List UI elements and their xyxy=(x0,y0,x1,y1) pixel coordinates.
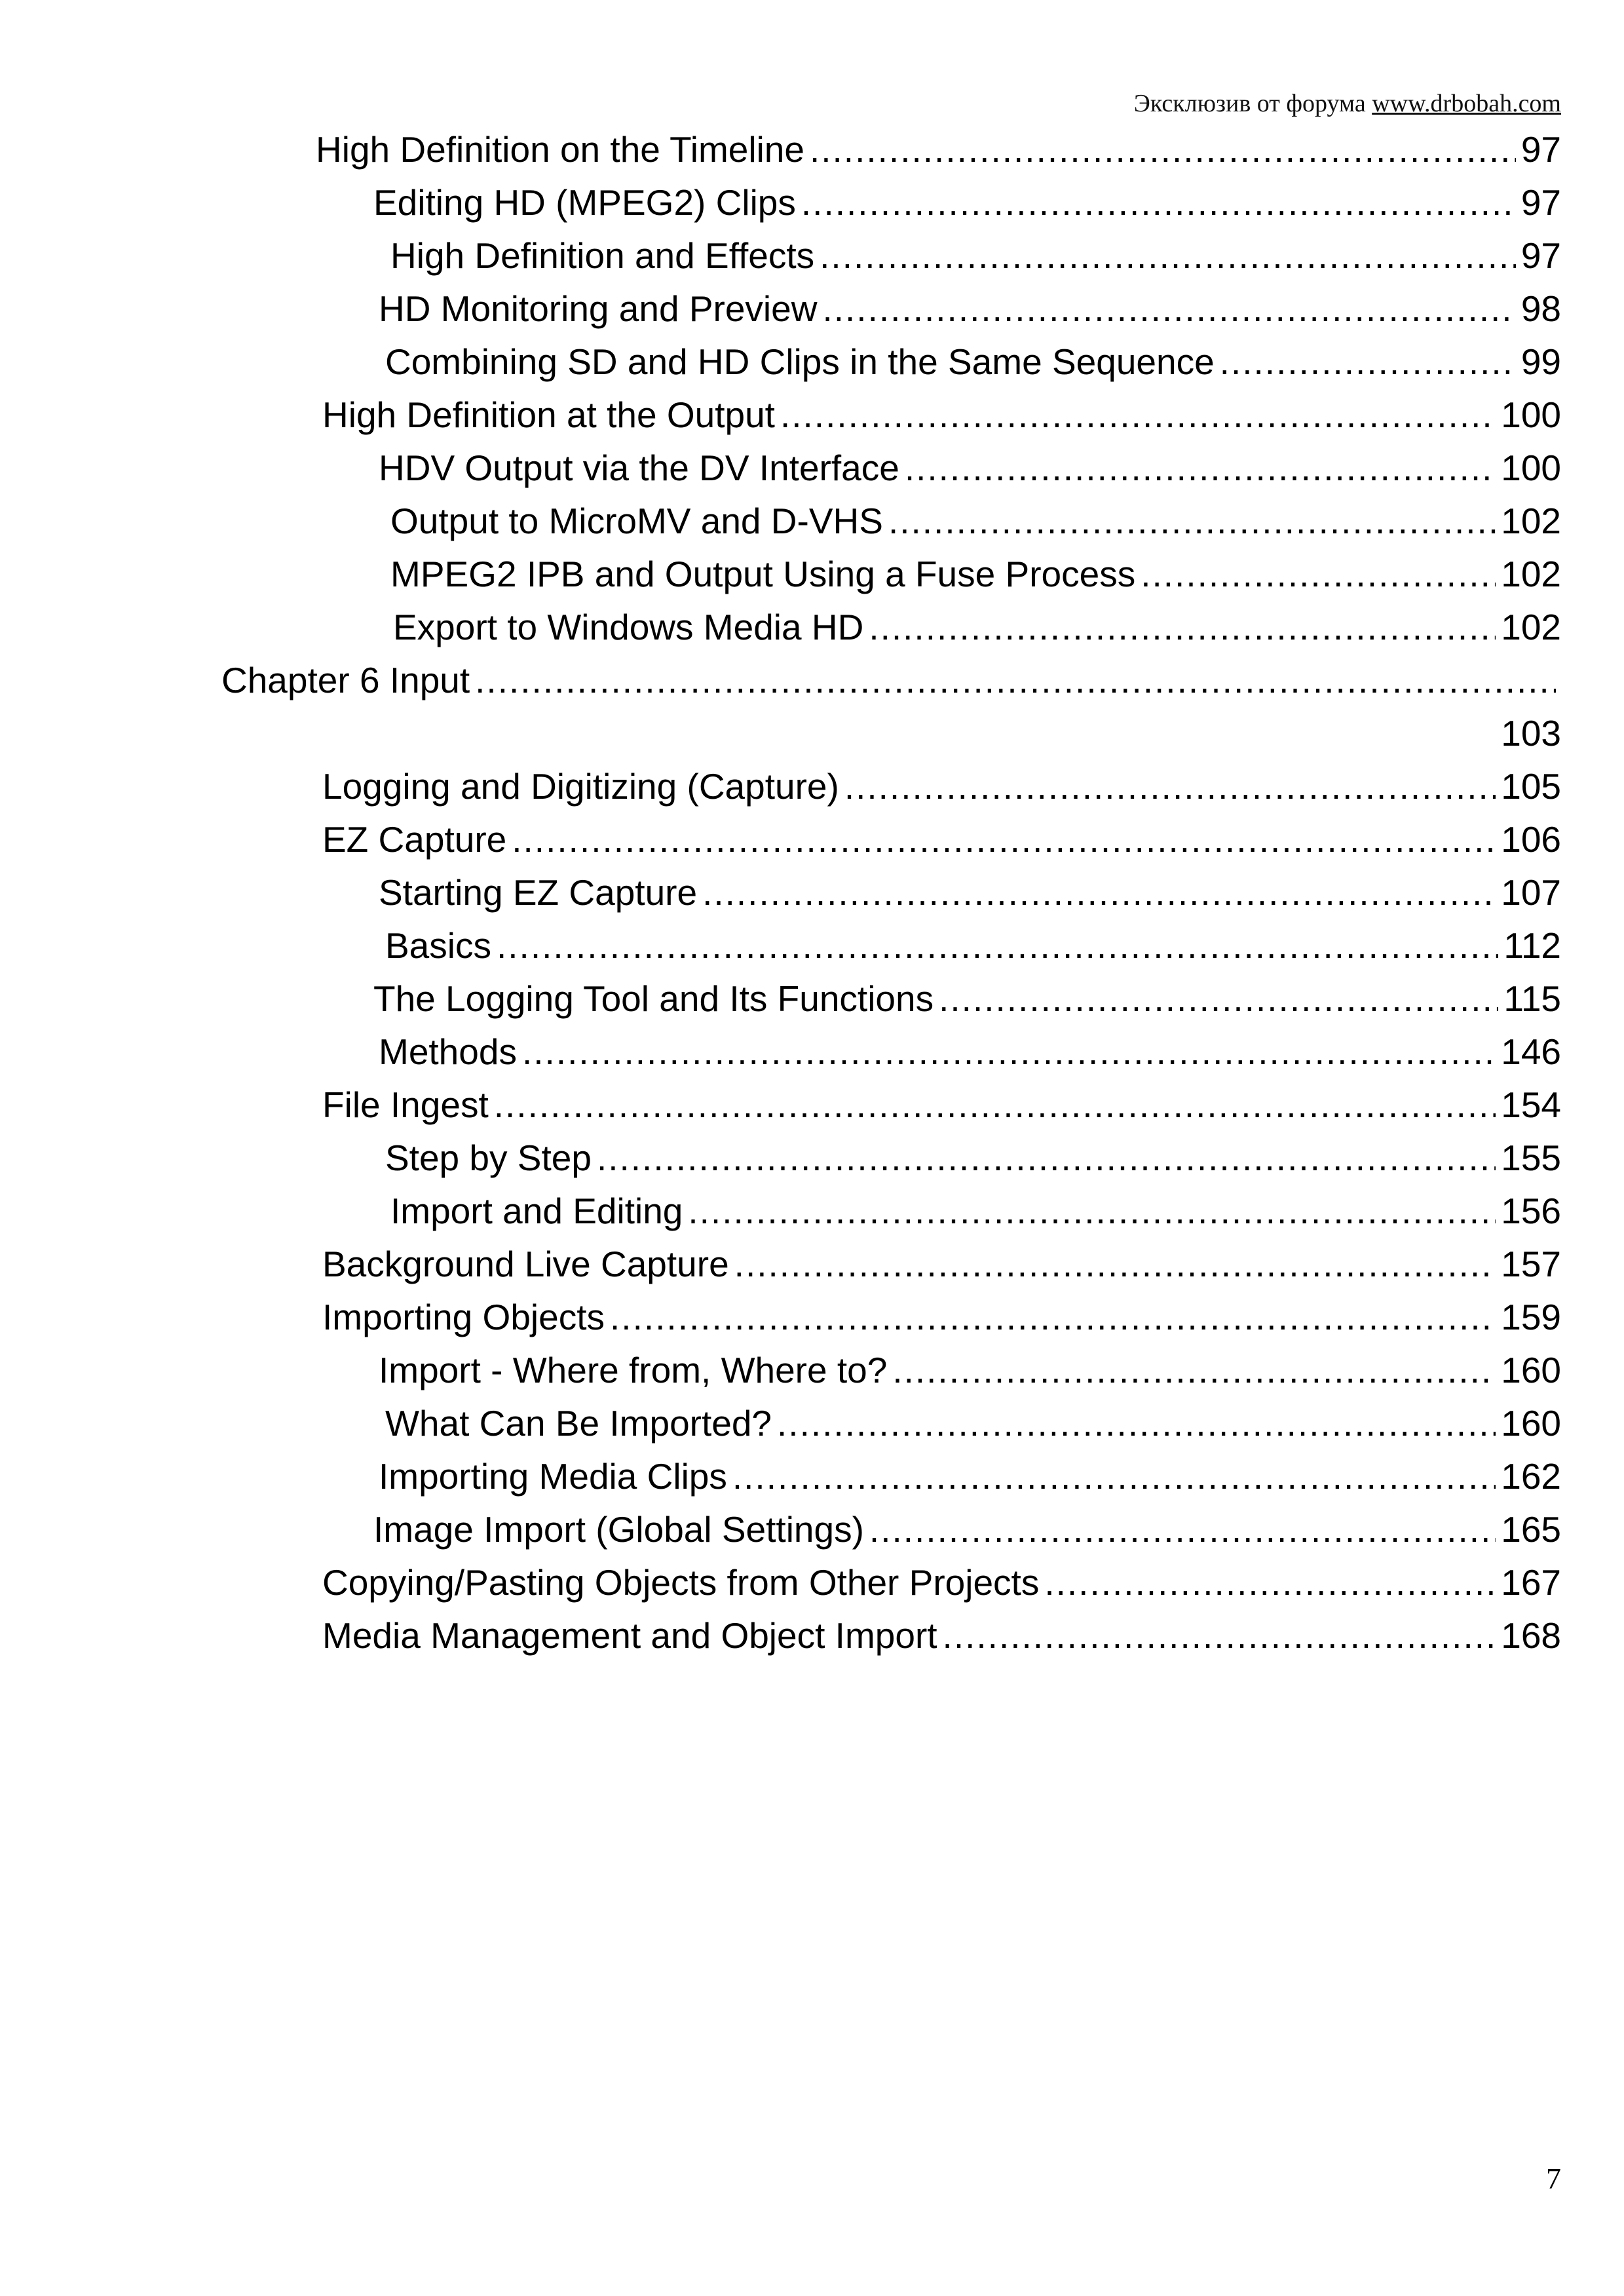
dot-leader xyxy=(888,495,1496,548)
toc-entry-page: 154 xyxy=(1501,1084,1561,1125)
dot-leader xyxy=(943,1609,1496,1662)
toc-entry-title: Export to Windows Media HD xyxy=(393,607,864,647)
toc-entry-title: Import - Where from, Where to? xyxy=(379,1350,888,1390)
toc-entry-page: 100 xyxy=(1501,448,1561,488)
dot-leader xyxy=(822,282,1515,335)
toc-entry-page: 155 xyxy=(1501,1138,1561,1178)
page-number: 7 xyxy=(1546,2162,1561,2195)
toc-entry-page: 157 xyxy=(1501,1244,1561,1284)
header-url-link[interactable]: www.drbobah.com xyxy=(1372,90,1561,117)
dot-leader xyxy=(905,442,1496,495)
dot-leader xyxy=(777,1397,1496,1450)
toc-entry-page: 102 xyxy=(1501,607,1561,647)
dot-leader xyxy=(475,654,1556,707)
toc-entry-page: 97 xyxy=(1520,182,1561,223)
forum-header xyxy=(1134,89,1561,118)
toc-entry-title: Media Management and Object Import xyxy=(322,1615,937,1656)
toc-entry-page: 156 xyxy=(1501,1191,1561,1231)
toc-entry-page: 97 xyxy=(1520,129,1561,170)
header-prefix: Эксклюзив от форума xyxy=(1133,90,1366,117)
dot-leader xyxy=(869,1503,1496,1556)
dot-leader xyxy=(494,1079,1496,1132)
toc-entry-page: 98 xyxy=(1520,288,1561,329)
dot-leader xyxy=(844,760,1496,813)
toc-entry-page: 115 xyxy=(1503,978,1561,1019)
toc-entry-title: Copying/Pasting Objects from Other Projects xyxy=(322,1562,1040,1603)
dot-leader xyxy=(810,123,1516,176)
toc-entry[interactable] xyxy=(390,229,1561,282)
toc-entry[interactable] xyxy=(379,1025,1561,1079)
toc-entry[interactable] xyxy=(379,866,1561,919)
toc-entry-title: The Logging Tool and Its Functions xyxy=(373,978,934,1019)
toc-entry[interactable] xyxy=(385,1397,1561,1450)
toc-entry-title: Importing Media Clips xyxy=(379,1456,727,1497)
toc-entry-title: Import and Editing xyxy=(390,1191,683,1231)
toc-entry-page: 106 xyxy=(1501,819,1561,860)
toc-entry[interactable] xyxy=(316,123,1561,176)
toc-entry-page: 160 xyxy=(1501,1403,1561,1444)
toc-entry-title: What Can Be Imported? xyxy=(385,1403,772,1444)
toc-entry[interactable] xyxy=(373,972,1561,1025)
dot-leader xyxy=(1220,335,1516,389)
toc-entry-title: HDV Output via the DV Interface xyxy=(379,448,899,488)
toc-entry-title: EZ Capture xyxy=(322,819,507,860)
toc-entry-page: 99 xyxy=(1520,341,1561,382)
toc-entry[interactable] xyxy=(373,176,1561,229)
toc-entry-title: High Definition and Effects xyxy=(390,235,815,276)
toc-entry-title: Logging and Digitizing (Capture) xyxy=(322,766,839,807)
toc-entry-page: 102 xyxy=(1501,554,1561,594)
toc-entry-page: 107 xyxy=(1501,872,1561,913)
toc-entry-page: 103 xyxy=(1501,713,1561,754)
toc-entry[interactable] xyxy=(322,389,1561,442)
toc-entry-title: Chapter 6 Input xyxy=(221,660,470,700)
dot-leader xyxy=(869,601,1496,654)
toc-entry[interactable] xyxy=(390,548,1561,601)
toc-entry-page: 159 xyxy=(1501,1297,1561,1337)
toc-entry-title: Importing Objects xyxy=(322,1297,605,1337)
toc-entry-page: 162 xyxy=(1501,1456,1561,1497)
toc-entry[interactable] xyxy=(390,1185,1561,1238)
toc-entry-page: 102 xyxy=(1501,501,1561,541)
toc-entry-title: Starting EZ Capture xyxy=(379,872,698,913)
toc-chapter-entry[interactable] xyxy=(221,654,1561,707)
toc-entry-page: 165 xyxy=(1501,1509,1561,1550)
toc-entry-title: High Definition on the Timeline xyxy=(316,129,804,170)
toc-entry-page: 105 xyxy=(1501,766,1561,807)
toc-entry-title: Output to MicroMV and D-VHS xyxy=(390,501,883,541)
dot-leader xyxy=(1044,1556,1496,1609)
toc-entry[interactable] xyxy=(385,335,1561,389)
toc-entry[interactable] xyxy=(322,1556,1561,1609)
toc-entry-page: 97 xyxy=(1520,235,1561,276)
toc-entry-title: Image Import (Global Settings) xyxy=(373,1509,864,1550)
dot-leader xyxy=(939,972,1498,1025)
toc-entry-page: 167 xyxy=(1501,1562,1561,1603)
dot-leader xyxy=(610,1291,1496,1344)
toc-entry[interactable] xyxy=(379,1344,1561,1397)
toc-entry-title: Background Live Capture xyxy=(322,1244,729,1284)
dot-leader xyxy=(801,176,1516,229)
toc-entry[interactable] xyxy=(373,1503,1561,1556)
toc-entry-page: 146 xyxy=(1501,1031,1561,1072)
toc-entry[interactable] xyxy=(379,442,1561,495)
toc-entry[interactable] xyxy=(390,495,1561,548)
toc-entry[interactable] xyxy=(322,1079,1561,1132)
dot-leader xyxy=(512,813,1496,866)
toc-entry-title: Combining SD and HD Clips in the Same Sequence xyxy=(385,341,1215,382)
dot-leader xyxy=(732,1450,1496,1503)
dot-leader xyxy=(734,1238,1496,1291)
toc-entry-page: 168 xyxy=(1501,1615,1561,1656)
dot-leader xyxy=(522,1025,1496,1079)
toc-entry[interactable] xyxy=(385,919,1561,972)
dot-leader xyxy=(597,1132,1496,1185)
toc-entry-title: High Definition at the Output xyxy=(322,394,775,435)
dot-leader xyxy=(820,229,1516,282)
toc-entry[interactable] xyxy=(379,1450,1561,1503)
toc-entry[interactable] xyxy=(322,1238,1561,1291)
toc-entry[interactable] xyxy=(322,1609,1561,1662)
toc-entry-title: MPEG2 IPB and Output Using a Fuse Process xyxy=(390,554,1136,594)
dot-leader xyxy=(688,1185,1496,1238)
toc-entry-title: Editing HD (MPEG2) Clips xyxy=(373,182,796,223)
toc-entry-page: 100 xyxy=(1501,394,1561,435)
dot-leader xyxy=(497,919,1498,972)
toc-entry-title: Basics xyxy=(385,925,491,966)
toc-entry[interactable] xyxy=(393,601,1561,654)
toc-entry-title: HD Monitoring and Preview xyxy=(379,288,818,329)
toc-entry[interactable] xyxy=(379,282,1561,335)
toc-entry-page: 160 xyxy=(1501,1350,1561,1390)
dot-leader xyxy=(702,866,1496,919)
toc-entry[interactable] xyxy=(385,1132,1561,1185)
toc-entry-page: 112 xyxy=(1503,925,1561,966)
toc-entry-title: Methods xyxy=(379,1031,517,1072)
dot-leader xyxy=(780,389,1496,442)
dot-leader xyxy=(1141,548,1496,601)
toc-entry-title: File Ingest xyxy=(322,1084,489,1125)
toc-entry[interactable] xyxy=(322,1291,1561,1344)
dot-leader xyxy=(892,1344,1496,1397)
toc-entry[interactable] xyxy=(322,813,1561,866)
toc-entry-title: Step by Step xyxy=(385,1138,592,1178)
toc-entry[interactable] xyxy=(322,760,1561,813)
